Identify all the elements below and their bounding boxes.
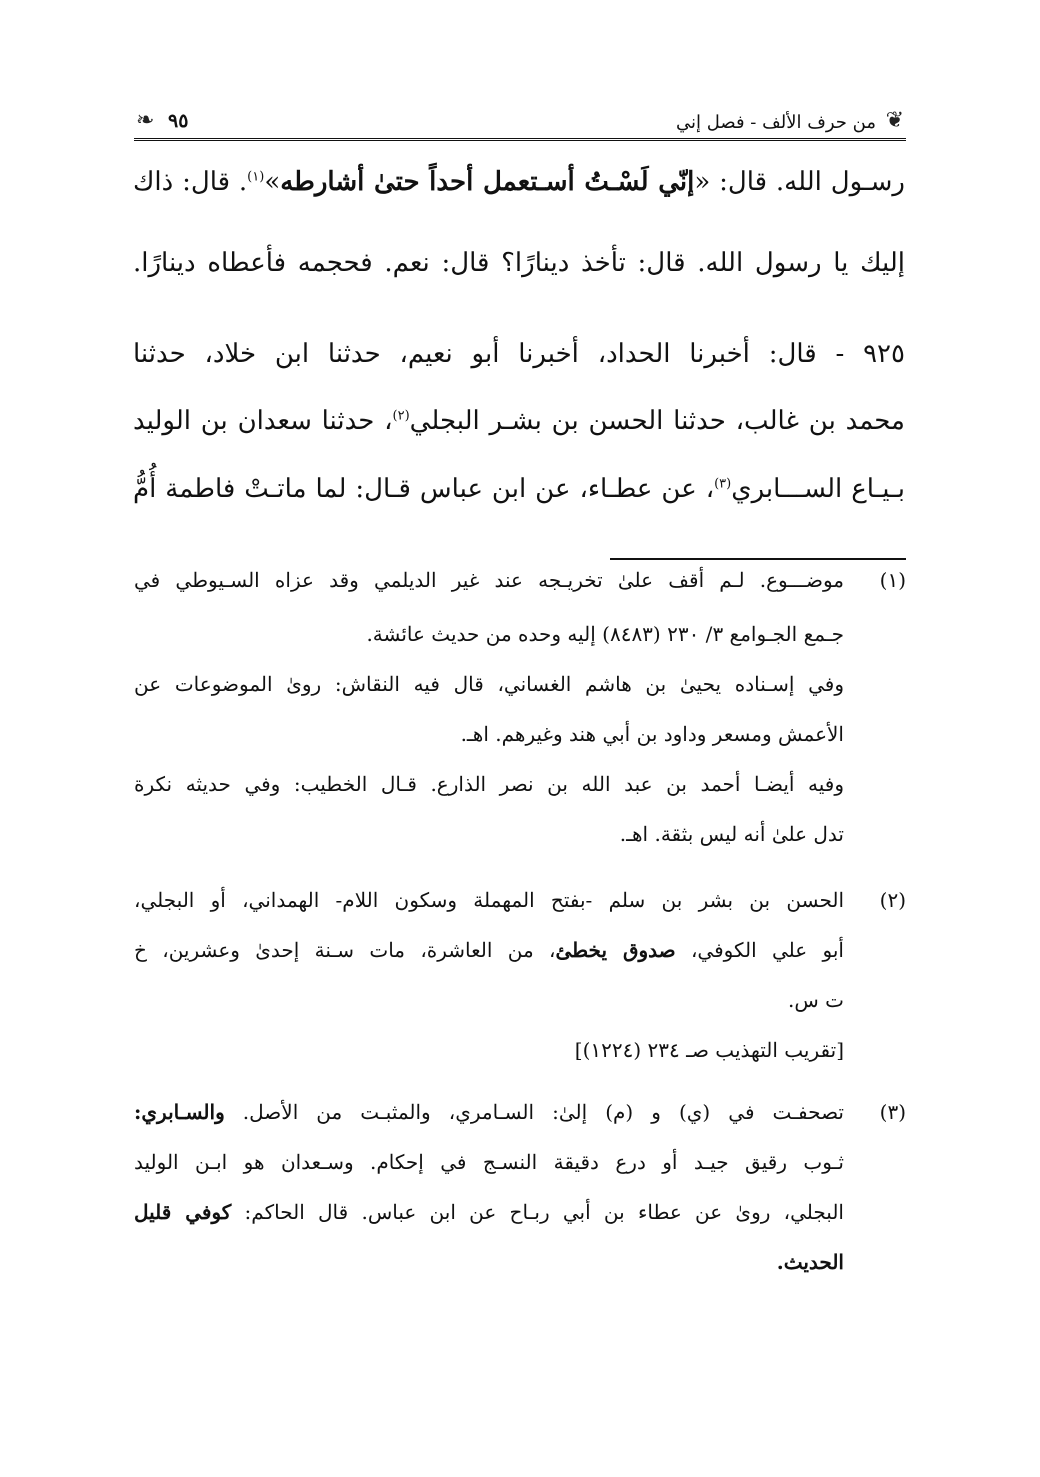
footnote-line: [134, 930, 844, 970]
grading-term: الحديث.: [776, 1250, 844, 1274]
main-line-4: [133, 397, 905, 445]
footnote-ref-1[interactable]: (١): [247, 169, 265, 185]
running-header: [134, 106, 906, 148]
text-run: ، من العاشرة، مات سـنة إحدىٰ وعشرين، خ: [134, 938, 556, 962]
defined-term: والسـابري:: [134, 1100, 225, 1124]
footnote-line: الحسن بن بشر بن سلم -بفتح المهملة وسكون اللام- الهمداني، أو البجلي،: [134, 888, 845, 912]
page-number: ٩٥: [168, 110, 189, 132]
header-ornament-right-icon: ❦: [885, 108, 904, 133]
footnote-line: ثـوب رقيق جيـد أو درع دقيقة النسـج في إحكام. وسـعدان هو ابـن الوليد: [134, 1150, 844, 1174]
header-ornament-left-icon: ❧: [136, 108, 155, 133]
grading-term: كوفي قليل: [134, 1200, 232, 1224]
text-run: محمد بن غالب، حدثنا الحسن بن بشـر البجلي: [409, 406, 905, 436]
header-rule: [134, 138, 906, 141]
footnote-line: [134, 1192, 844, 1232]
footnote-line: [134, 1092, 844, 1132]
text-run: »: [264, 167, 281, 197]
hadith-quote: إنّي لَسْـتُ أسـتعمل أحداً حتىٰ أشارطه: [280, 167, 695, 197]
text-run: ، حدثنا سعدان بن الوليد: [133, 406, 393, 436]
text-run: أبو علي الكوفي،: [675, 938, 844, 962]
text-run: . قال: ذاك: [133, 167, 248, 197]
footnote-line: وفيه أيضـا أحمد بن عبد الله بن نصر الذارع. قـال الخطيب: وفي حديثه نكرة: [134, 772, 844, 796]
footnote-line: تدل علىٰ أنه ليس بثقة. اهـ.: [619, 822, 844, 846]
footnote-line: الأعمش ومسعر وداود بن أبي هند وغيرهم. اهـ.: [460, 722, 844, 746]
main-line-1: [133, 158, 905, 206]
text-run: بـيـاع الســـابري: [731, 474, 906, 504]
footnote-line: ت س.: [788, 988, 844, 1012]
main-line-3: ٩٢٥ - قال: أخبرنا الحداد، أخبرنا أبو نعيم، حدثنا ابن خلاد، حدثنا: [133, 339, 905, 369]
footnote-line: وفي إسـناده يحيىٰ بن هاشم الغساني، قال فيه النقاش: روىٰ الموضوعات عن: [134, 672, 844, 696]
footnote-line: جـمع الجـوامع ٣/ ٢٣٠ (٨٤٨٣) إليه وحده من حديث عائشة.: [366, 622, 844, 646]
footnote-ref-3[interactable]: (٣): [714, 476, 732, 492]
text-run: تصحفـت في (ي) و (م) إلىٰ: السـامري، والمثبـت من الأصل.: [224, 1100, 844, 1124]
main-line-2: إليك يا رسول الله. قال: تأخذ دينارًا؟ قال: نعم. فحجمه فأعطاه دينارًا.: [133, 248, 905, 278]
header-title: من حرف الألف - فصل إني: [676, 112, 876, 133]
footnote-line: موضـــوع. لـم أقف علىٰ تخريـجه عند غير الديلمي وقد عزاه السـيوطي في: [134, 568, 844, 592]
footnote-number: (١): [879, 568, 906, 592]
text-run: ، عن عطـاء، عن ابن عباس قـال: لما ماتـتْ فاطمة أُمُّ: [133, 474, 715, 504]
text-run: البجلي، روىٰ عن عطاء بن أبي ربـاح عن ابن عباس. قال الحاكم:: [231, 1200, 844, 1224]
main-line-5: [133, 465, 905, 513]
grading-term: صدوق يخطئ: [555, 938, 676, 962]
footnote-number: (٢): [879, 888, 906, 912]
text-run: رسـول الله. قال: «: [694, 167, 905, 197]
footnote-ref-2[interactable]: (٢): [392, 408, 410, 424]
footnote-line: [134, 1242, 844, 1282]
footnote-number: (٣): [879, 1100, 906, 1124]
footnote-citation: [تقريب التهذيب صـ ٢٣٤ (١٢٢٤)]: [574, 1038, 844, 1062]
